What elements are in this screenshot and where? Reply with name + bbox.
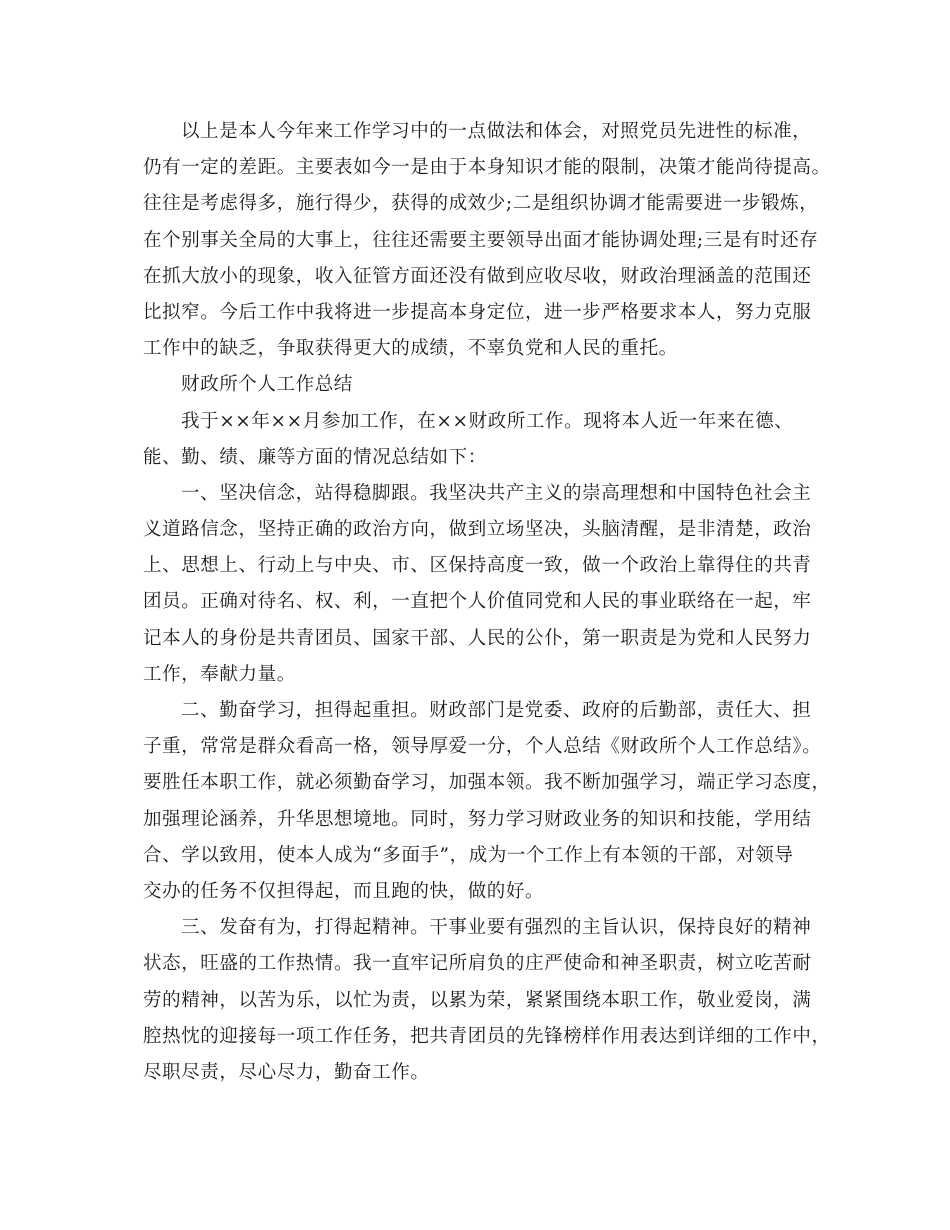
paragraph-point-three (143, 910, 831, 1091)
text-line: 尽职尽责，尽心尽力，勤奋工作。 (143, 1061, 430, 1083)
text-line: 工作，奉献力量。 (143, 663, 296, 685)
text-line: 仍有一定的差距。主要表如今一是由于本身知识才能的限制，决策才能尚待提高。 (143, 157, 831, 179)
paragraph-intro (143, 404, 811, 476)
text-line: 在抓大放小的现象，收入征管方面还没有做到应收尽收，财政治理涵盖的范围还 (143, 265, 812, 287)
text-line: 子重，常常是群众看高一格，领导厚爱一分，个人总结《财政所个人工作总结》。 (143, 736, 822, 758)
text-line: 在个别事关全局的大事上，往往还需要主要领导出面才能协调处理;三是有时还存 (143, 229, 819, 251)
text-line: 能、勤、绩、廉等方面的情况总结如下： (143, 446, 487, 468)
text-line: 二、勤奋学习，担得起重担。财政部门是党委、政府的后勤部，责任大、担 (181, 700, 812, 721)
section-heading (143, 367, 811, 403)
text-line: 以上是本人今年来工作学习中的一点做法和体会，对照党员先进性的标准， (181, 121, 812, 142)
text-line: 记本人的身份是共青团员、国家干部、人民的公仆，第一职责是为党和人民努力 (143, 627, 812, 649)
text-line: 义道路信念，坚持正确的政治方向，做到立场坚决，头脑清醒，是非清楚，政治 (143, 519, 812, 541)
text-line: 加强理论涵养，升华思想境地。同时，努力学习财政业务的知识和技能，学用结 (143, 808, 812, 830)
text-line: 交办的任务不仅担得起，而且跑的快，做的好。 (143, 880, 545, 902)
text-line: 合、学以致用，使本人成为“多面手”，成为一个工作上有本领的干部，对领导 (143, 844, 794, 866)
text-line: 一、坚决信念，站得稳脚跟。我坚决共产主义的崇高理想和中国特色社会主 (181, 482, 812, 504)
text-line: 比拟窄。今后工作中我将进一步提高本身定位，进一步严格要求本人，努力克服 (143, 301, 812, 323)
paragraph-point-one (143, 476, 811, 693)
text-line: 上、思想上、行动上与中央、市、区保持高度一致，做一个政治上靠得住的共青 (143, 555, 812, 577)
text-line: 工作中的缺乏，争取获得更大的成绩，不辜负党和人民的重托。 (143, 338, 678, 360)
paragraph-self-assessment (143, 114, 831, 367)
document-body (143, 114, 831, 1091)
paragraph-point-two (143, 693, 831, 910)
text-line: 状态，旺盛的工作热情。我一直牢记所肩负的庄严使命和神圣职责，树立吃苦耐 (143, 953, 812, 975)
text-line: 我于××年××月参加工作，在××财政所工作。现将本人近一年来在德、 (181, 410, 794, 432)
text-line: 三、发奋有为，打得起精神。干事业要有强烈的主旨认识，保持良好的精神 (181, 917, 812, 939)
text-line: 往往是考虑得多，施行得少，获得的成效少;二是组织协调才能需要进一步锻炼， (143, 193, 819, 215)
text-line: 要胜任本职工作，就必须勤奋学习，加强本领。我不断加强学习，端正学习态度， (143, 772, 831, 794)
text-line: 团员。正确对待名、权、利，一直把个人价值同党和人民的事业联络在一起，牢 (143, 591, 812, 613)
text-line: 劳的精神，以苦为乐，以忙为责，以累为荣，紧紧围绕本职工作，敬业爱岗，满 (143, 989, 812, 1011)
heading-line: 财政所个人工作总结 (181, 374, 353, 396)
text-line: 腔热忱的迎接每一项工作任务，把共青团员的先锋榜样作用表达到详细的工作中， (143, 1025, 831, 1047)
